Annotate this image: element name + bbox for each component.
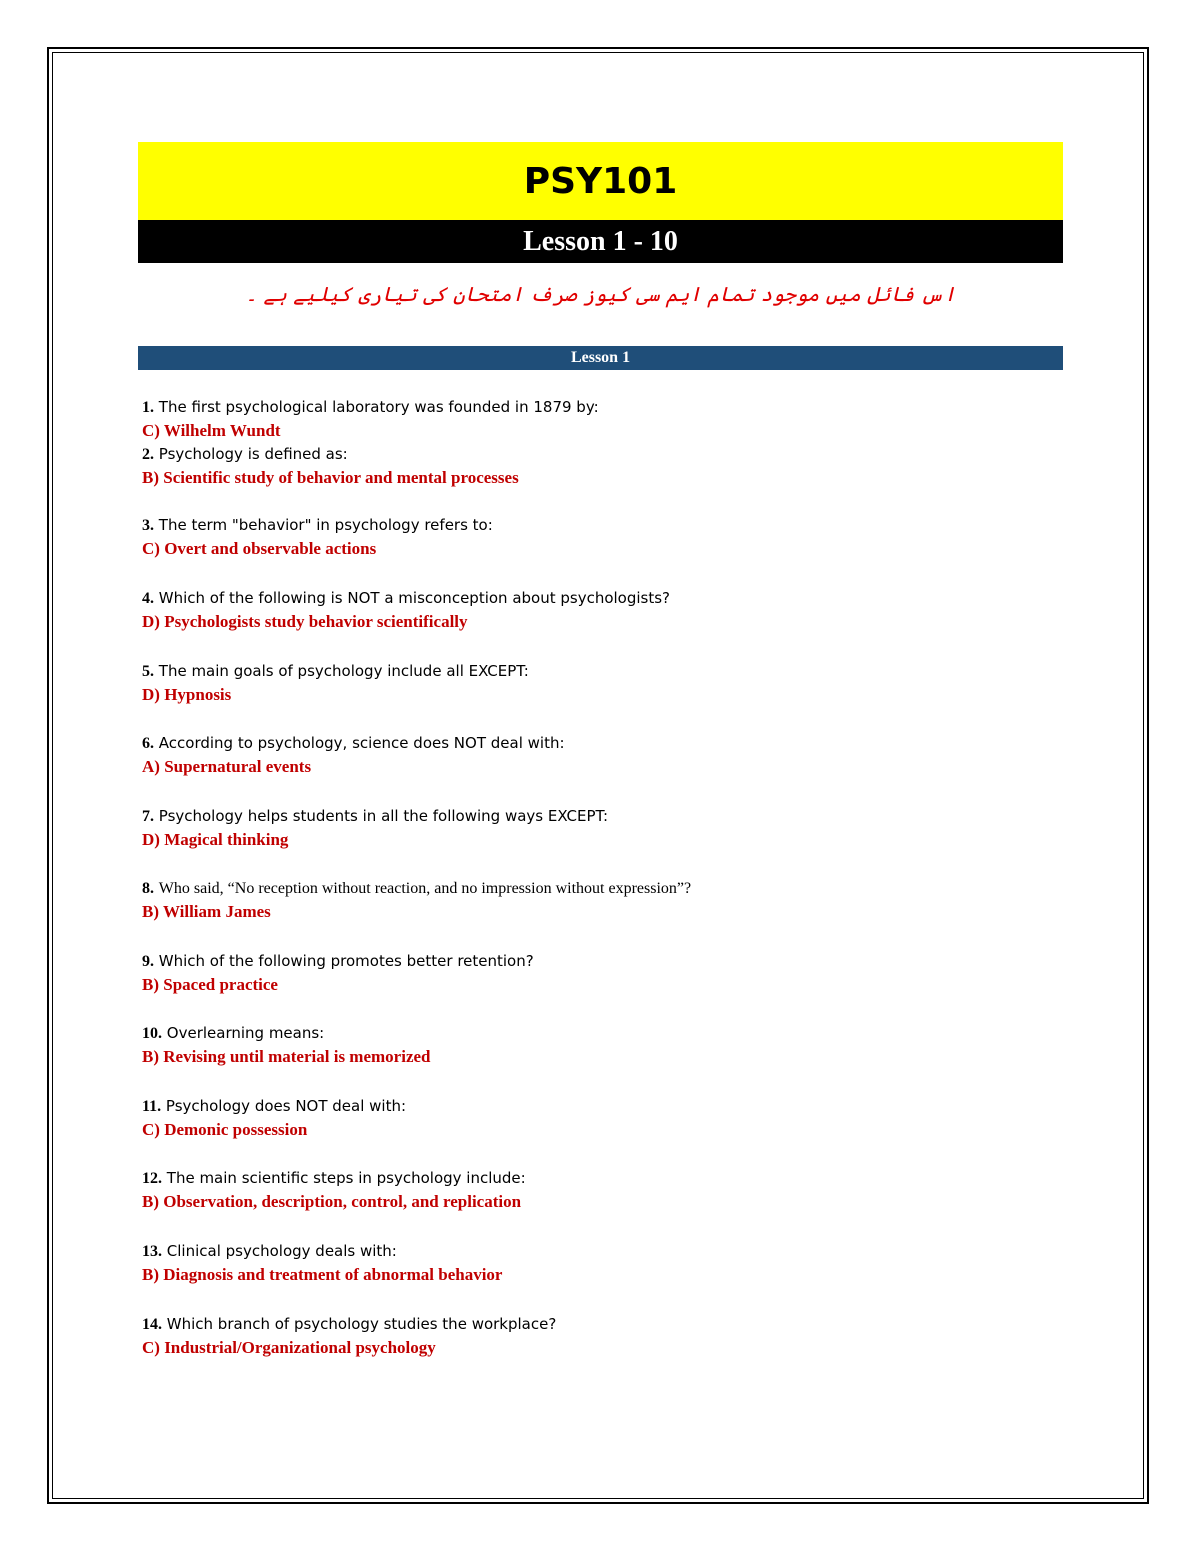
section-header xyxy=(138,346,1063,370)
question-block xyxy=(142,877,1042,924)
question-block xyxy=(142,1022,1042,1069)
answer-text: D) Magical thinking xyxy=(142,830,289,849)
answer-text: B) Revising until material is memorized xyxy=(142,1047,431,1066)
question-number: 12. xyxy=(142,1170,162,1187)
title-banner xyxy=(138,142,1063,220)
answer-text: A) Supernatural events xyxy=(142,757,312,776)
answer-text: B) Scientific study of behavior and mental processes xyxy=(142,468,519,487)
question-number: 8. xyxy=(142,880,154,897)
question-text: 5. The main goals of psychology include all EXCEPT: xyxy=(142,662,529,680)
question-number: 13. xyxy=(142,1243,162,1260)
answer-text: B) Spaced practice xyxy=(142,975,278,994)
question-block xyxy=(142,950,1042,997)
question-text: 9. Which of the following promotes better retention? xyxy=(142,952,534,970)
section-label: Lesson 1 xyxy=(570,349,631,366)
question-text: 14. Which branch of psychology studies the workplace? xyxy=(142,1315,557,1333)
subtitle-banner xyxy=(138,220,1063,263)
lesson-range: Lesson 1 - 10 xyxy=(523,225,678,257)
question-text: 6. According to psychology, science does NOT deal with: xyxy=(142,734,565,752)
urdu-note: اس فائل میں موجود تمام ایم سی کیوز صرف امتحان کی تیاری کیلیے ہے ۔ xyxy=(245,282,956,306)
question-text: 8. Who said, “No reception without reaction, and no impression without expression”? xyxy=(142,880,692,897)
question-block xyxy=(142,1240,1042,1287)
question-number: 11. xyxy=(142,1098,162,1115)
question-number: 4. xyxy=(142,590,154,607)
answer-text: C) Overt and observable actions xyxy=(142,539,377,558)
question-text: 4. Which of the following is NOT a misconception about psychologists? xyxy=(142,589,671,607)
question-number: 10. xyxy=(142,1025,162,1042)
question-block xyxy=(142,1313,1042,1360)
question-text: 11. Psychology does NOT deal with: xyxy=(142,1097,407,1115)
answer-text: B) Observation, description, control, and replication xyxy=(142,1192,522,1211)
question-number: 3. xyxy=(142,517,154,534)
answer-text: B) William James xyxy=(142,902,271,921)
question-number: 7. xyxy=(142,808,154,825)
question-text: 12. The main scientific steps in psychology include: xyxy=(142,1169,526,1187)
question-block xyxy=(142,805,1042,852)
question-text: 2. Psychology is defined as: xyxy=(142,445,348,463)
question-text: 3. The term "behavior" in psychology refers to: xyxy=(142,516,493,534)
question-text: 13. Clinical psychology deals with: xyxy=(142,1242,397,1260)
question-block xyxy=(142,587,1042,634)
question-block xyxy=(142,660,1042,707)
question-text: 10. Overlearning means: xyxy=(142,1024,325,1042)
question-block xyxy=(142,396,1042,490)
question-block xyxy=(142,514,1042,561)
question-block xyxy=(142,732,1042,779)
answer-text: C) Wilhelm Wundt xyxy=(142,421,281,440)
question-text: 1. The first psychological laboratory was founded in 1879 by: xyxy=(142,398,599,416)
question-number: 9. xyxy=(142,953,154,970)
question-number: 14. xyxy=(142,1316,162,1333)
answer-text: D) Psychologists study behavior scientifically xyxy=(142,612,468,631)
answer-text: D) Hypnosis xyxy=(142,685,232,704)
question-number: 6. xyxy=(142,735,154,752)
course-title: PSY101 xyxy=(523,160,678,202)
question-block xyxy=(142,1095,1042,1142)
answer-text: C) Demonic possession xyxy=(142,1120,308,1139)
answer-text: B) Diagnosis and treatment of abnormal behavior xyxy=(142,1265,503,1284)
question-number: 1. xyxy=(142,399,154,416)
question-number: 5. xyxy=(142,663,154,680)
question-number: 2. xyxy=(142,446,154,463)
answer-text: C) Industrial/Organizational psychology xyxy=(142,1338,436,1357)
question-block xyxy=(142,1167,1042,1214)
question-text: 7. Psychology helps students in all the following ways EXCEPT: xyxy=(142,807,609,825)
